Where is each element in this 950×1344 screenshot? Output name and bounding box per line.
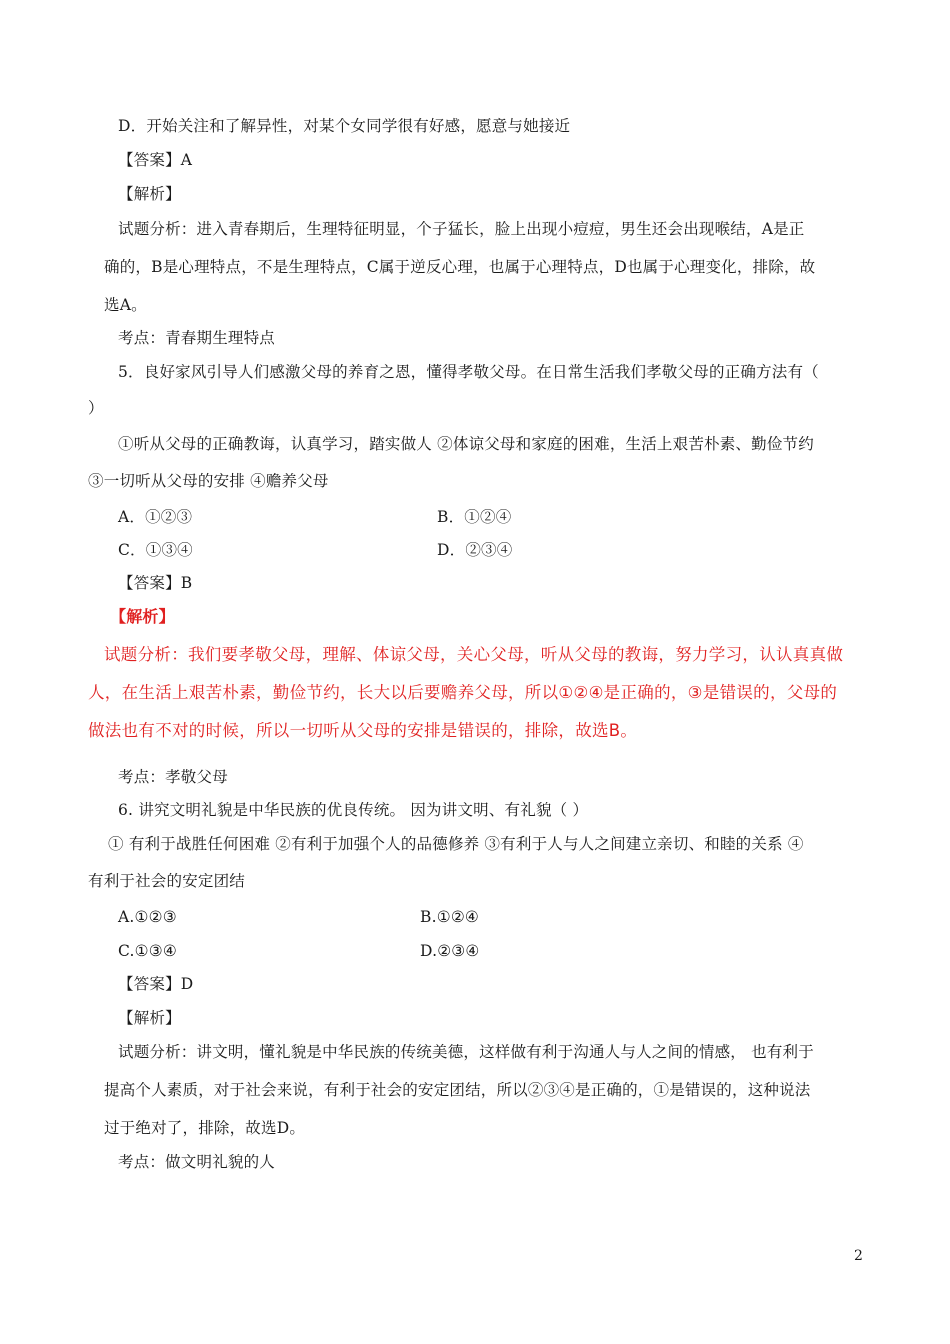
q6-items-line: 有利于社会的安定团结 (88, 872, 246, 890)
q5-analysis-line: 人，在生活上艰苦朴素，勤俭节约，长大以后要赡养父母，所以①②④是正确的，③是错误的，父母的 (88, 683, 838, 702)
q5-items-line: ①听从父母的正确教诲，认真学习，踏实做人 ②体谅父母和家庭的困难，生活上艰苦朴素、勤俭节约 (118, 435, 814, 453)
q5-analysis-line: 试题分析：我们要孝敬父母，理解、体谅父母，关心父母，听从父母的教诲，努力学习，认认真真做 (104, 645, 844, 664)
q6-analysis-line: 试题分析：讲文明，懂礼貌是中华民族的传统美德，这样做有利于沟通人与人之间的情感， 也有利于 (118, 1043, 814, 1061)
q4-analysis-line: 确的，B是心理特点，不是生理特点，C属于逆反心理，也属于心理特点，D也属于心理变化，排除，故 (104, 258, 816, 276)
q4-kaodian: 考点：青春期生理特点 (118, 329, 276, 347)
q4-option-d: D．开始关注和了解异性，对某个女同学很有好感，愿意与她接近 (118, 117, 571, 135)
q4-analysis-line: 试题分析：进入青春期后，生理特征明显，个子猛长，脸上出现小痘痘，男生还会出现喉结，A是正 (118, 220, 805, 238)
q4-answer: 【答案】A (118, 151, 193, 169)
q5-kaodian: 考点：孝敬父母 (118, 768, 228, 786)
q6-kaodian: 考点：做文明礼貌的人 (118, 1153, 276, 1171)
q5-stem-cont: ） (88, 399, 104, 417)
q5-option-a: A．①②③ (118, 508, 193, 526)
q6-analysis-line: 提高个人素质，对于社会来说，有利于社会的安定团结，所以②③④是正确的，①是错误的，这种说法 (104, 1081, 811, 1099)
q6-analysis-title: 【解析】 (118, 1009, 181, 1027)
q6-answer: 【答案】D (118, 975, 194, 993)
q6-option-c: C.①③④ (118, 942, 177, 960)
q6-option-b: B.①②④ (420, 908, 480, 926)
q6-analysis-line: 过于绝对了，排除，故选D。 (104, 1119, 306, 1137)
q5-analysis-line: 做法也有不对的时候，所以一切听从父母的安排是错误的，排除，故选B。 (88, 721, 638, 740)
q6-items-line: ① 有利于战胜任何困难 ②有利于加强个人的品德修养 ③有利于人与人之间建立亲切、和睦的关系 ④ (108, 835, 804, 853)
q5-option-b: B．①②④ (437, 508, 512, 526)
q5-option-d: D．②③④ (437, 541, 513, 559)
q4-analysis-title: 【解析】 (118, 185, 181, 203)
page-number: 2 (854, 1248, 863, 1264)
q4-analysis-line: 选A。 (104, 296, 147, 314)
q5-analysis-title: 【解析】 (110, 607, 175, 626)
q6-stem: 6. 讲究文明礼貌是中华民族的优良传统。 因为讲文明、有礼貌（ ） (118, 801, 589, 819)
q5-answer: 【答案】B (118, 574, 193, 592)
q5-option-c: C．①③④ (118, 541, 193, 559)
q6-option-d: D.②③④ (420, 942, 480, 960)
q5-items-line: ③一切听从父母的安排 ④赡养父母 (88, 472, 329, 490)
q5-stem: 5．良好家风引导人们感激父母的养育之恩，懂得孝敬父母。在日常生活我们孝敬父母的正确方法有（ (118, 363, 819, 381)
q6-option-a: A.①②③ (118, 908, 177, 926)
